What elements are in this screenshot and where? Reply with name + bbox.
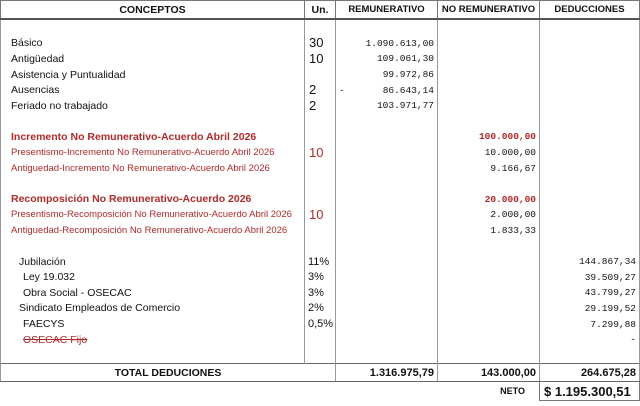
concept-label: Recomposición No Remunerativo-Acuerdo 2026 [1, 192, 305, 208]
neto-label: NETO [500, 386, 525, 397]
total-ded: 264.675,28 [540, 364, 640, 382]
table-row [1, 347, 640, 363]
row-osecac-fijo [1, 332, 640, 348]
row-antiguedad-recomposicion [1, 223, 640, 239]
rem-value: 103.971,77 [336, 98, 438, 114]
unit-value: 2 [305, 82, 336, 98]
unit-value: 11% [305, 254, 336, 270]
ded-value: 7.299,88 [540, 316, 640, 332]
unit-value: 10 [305, 145, 336, 161]
row-obra-social [1, 285, 640, 301]
total-row [1, 364, 640, 382]
norem-value: 20.000,00 [438, 192, 540, 208]
concept-label: Feriado no trabajado [1, 98, 305, 114]
rem-amount: 86.643,14 [382, 84, 434, 96]
row-asistencia [1, 67, 640, 83]
unit-value: 2% [305, 301, 336, 317]
concept-label: Obra Social - OSECAC [1, 285, 305, 301]
norem-value: 9.166,67 [438, 160, 540, 176]
norem-value: 1.833,33 [438, 223, 540, 239]
norem-value: 100.000,00 [438, 129, 540, 145]
total-rem: 1.316.975,79 [336, 364, 438, 382]
unit-value: 10 [305, 51, 336, 67]
concept-label: Antigüedad [1, 51, 305, 67]
rem-value: 99.972,86 [336, 67, 438, 83]
minus-sign: - [339, 84, 345, 96]
table-row [1, 238, 640, 254]
neto-value: $ 1.195.300,51 [540, 382, 640, 401]
concept-label: Jubilación [1, 254, 305, 270]
ded-value: - [540, 332, 640, 348]
row-ley [1, 270, 640, 286]
concept-label: Incremento No Remunerativo-Acuerdo Abril 2026 [1, 129, 305, 145]
header-remunerativo: REMUNERATIVO [336, 1, 438, 20]
concept-label: Antiguedad-Incremento No Remunerativo-Acuerdo Abril 2026 [1, 160, 305, 176]
row-presentismo-recomposicion [1, 207, 640, 223]
concept-label: Presentismo-Incremento No Remunerativo-Acuerdo Abril 2026 [1, 145, 305, 161]
ded-value: 39.509,27 [540, 270, 640, 286]
concept-label: Básico [1, 36, 305, 52]
concept-label: FAECYS [1, 316, 305, 332]
ded-value: 29.199,52 [540, 301, 640, 317]
header-no-remunerativo: NO REMUNERATIVO [438, 1, 540, 20]
concept-label: OSECAC Fijo [1, 332, 305, 348]
table-row [1, 19, 640, 36]
concept-label: Presentismo-Recomposición No Remunerativo-Acuerdo Abril 2026 [1, 207, 305, 223]
table-row [1, 114, 640, 130]
ded-value: 144.867,34 [540, 254, 640, 270]
neto-row [1, 382, 640, 401]
row-sindicato [1, 301, 640, 317]
concept-label: Asistencia y Puntualidad [1, 67, 305, 83]
ded-value: 43.799,27 [540, 285, 640, 301]
concept-label: Sindicato Empleados de Comercio [1, 301, 305, 317]
row-incremento [1, 129, 640, 145]
unit-value: 3% [305, 270, 336, 286]
row-presentismo-incremento [1, 145, 640, 161]
norem-value: 10.000,00 [438, 145, 540, 161]
row-faecys [1, 316, 640, 332]
row-antiguedad-incremento [1, 160, 640, 176]
total-label: TOTAL DEDUCIONES [1, 364, 336, 382]
unit-value: 10 [305, 207, 336, 223]
row-feriado [1, 98, 640, 114]
unit-value: 30 [305, 36, 336, 52]
rem-value: 1.090.613,00 [336, 36, 438, 52]
rem-value [336, 82, 438, 98]
norem-value: 2.000,00 [438, 207, 540, 223]
concept-label: Ley 19.032 [1, 270, 305, 286]
row-jubilacion [1, 254, 640, 270]
table-row [1, 176, 640, 192]
header-conceptos: CONCEPTOS [1, 1, 305, 20]
rem-value: 109.061,30 [336, 51, 438, 67]
concept-label: Antiguedad-Recomposición No Remunerativo-Acuerdo Abril 2026 [1, 223, 305, 239]
header-un: Un. [305, 1, 336, 20]
header-deducciones: DEDUCCIONES [540, 1, 640, 20]
header-row [1, 1, 640, 20]
row-recomposicion [1, 192, 640, 208]
unit-value: 2 [305, 98, 336, 114]
row-antiguedad [1, 51, 640, 67]
unit-value: 3% [305, 285, 336, 301]
row-basico [1, 36, 640, 52]
unit-value: 0,5% [305, 316, 336, 332]
total-norem: 143.000,00 [438, 364, 540, 382]
row-ausencias [1, 82, 640, 98]
concept-label: Ausencias [1, 82, 305, 98]
